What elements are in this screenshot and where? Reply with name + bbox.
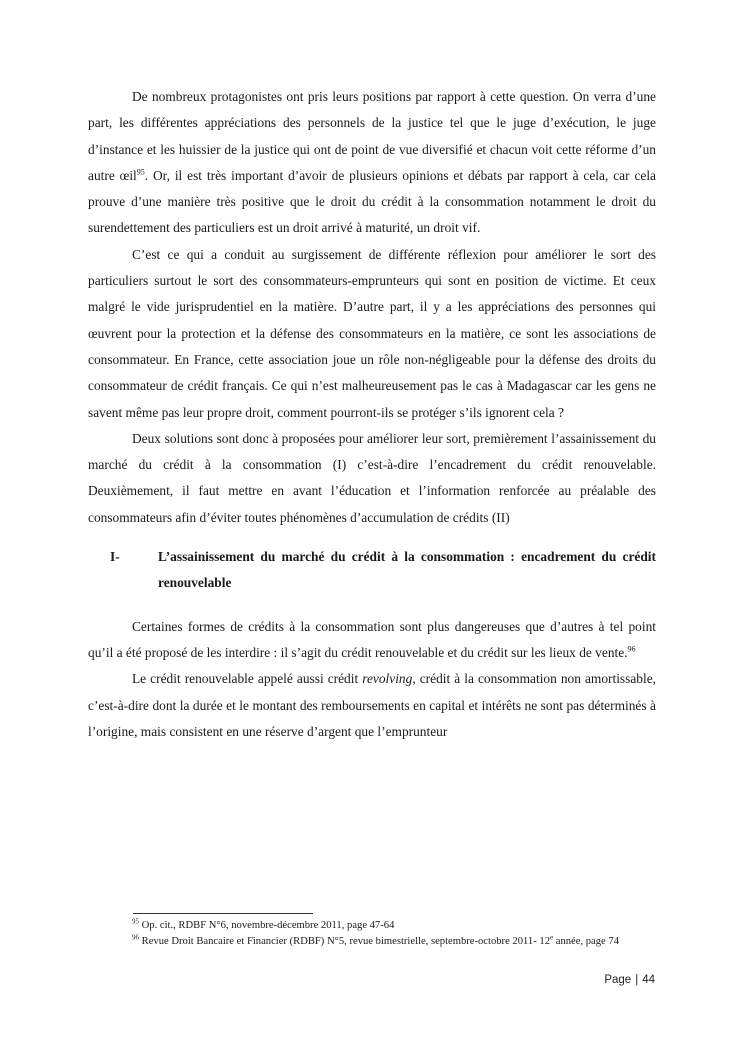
section-title: L’assainissement du marché du crédit à la consommation : encadrement du crédit renouvelable [158, 549, 656, 591]
footnote-95: $^{95}$ Op. cit., RDBF N°6, novembre-décembre 2011, page 47-64 [132, 917, 395, 931]
footnotes [88, 918, 656, 950]
paragraph-3: Deux solutions sont donc à proposées pour améliorer leur sort, premièrement l’assainissement du marché du crédit à la consommation (I) c’est-à-dire l’encadrement du crédit renouvelable. Deuxièmement, il faut mettre en avant l’éducation et l’information renforcée au préalable des consommateurs afin d’éviter toutes phénomènes d’accumulation de crédits (II) [88, 430, 656, 525]
footnote-ref-95[interactable]: 95 [136, 167, 145, 177]
footnote-96: $^{96}$ Revue Droit Bancaire et Financier (RDBF) N°5, revue bimestrielle, septembre-octobre 2011- 12e année, page 74 [132, 933, 619, 947]
page-number-value: 44 [642, 974, 655, 986]
paragraph-2: C’est ce qui a conduit au surgissement de différente réflexion pour améliorer le sort des particuliers surtout le sort des consommateurs-emprunteurs qui sont en position de victime. Et ceux malgré le vide jurisprudentiel en la matière. D’autre part, il y a les appréciations des personnes qui œuvrent pour la protection et la défense des consommateurs en la matière, ce sont les associations de consommateur. En France, cette association joue un rôle non-négligeable pour la défense des droits du consommateur de crédit français. Ce qui n’est malheureusement pas le cas à Madagascar car les gens ne savent même pas leur propre droit, comment pourront-ils se protéger s’ils ignorent cela ? [88, 246, 656, 420]
paragraph-1: De nombreux protagonistes ont pris leurs positions par rapport à cette question. On verra d’une part, les différentes appréciations des personnels de la justice tel que le juge d’exécution, le juge d’instance et les huissier de la justice qui ont de point de vue diversifié et chacun voit cette réforme d’un autre œil$^{95}$. Or, il est très important d’avoir de plusieurs opinions et débats par rapport à cela, car cela prouve d’une manière très positive que le droit du crédit à la consommation notamment le droit du surendettement des particuliers est un droit arrivé à maturité, un droit vif. [88, 89, 656, 236]
paragraph-5: Le crédit renouvelable appelé aussi crédit revolving, crédit à la consommation non amortissable, c’est-à-dire dont la durée et le montant des remboursements en capital et intérêts ne sont pas déterminés à l’origine, mais consistent en une réserve d’argent que l’emprunteur [88, 671, 657, 739]
page-separator: | [635, 974, 639, 986]
italic-term: revolving [362, 671, 413, 687]
section-number: I- [110, 549, 120, 565]
page-number [604, 974, 655, 986]
section-heading [88, 544, 656, 597]
page-label: Page [604, 974, 632, 986]
paragraph-4: Certaines formes de crédits à la consommation sont plus dangereuses que d’autres à tel point qu’il a été proposé de les interdire : il s’agit du crédit renouvelable et du crédit sur les lieux de vente.$^{96}$ [88, 618, 656, 660]
footnote-divider [133, 913, 313, 914]
page-body [88, 84, 656, 745]
footnote-ref-96[interactable]: 96 [627, 644, 636, 654]
